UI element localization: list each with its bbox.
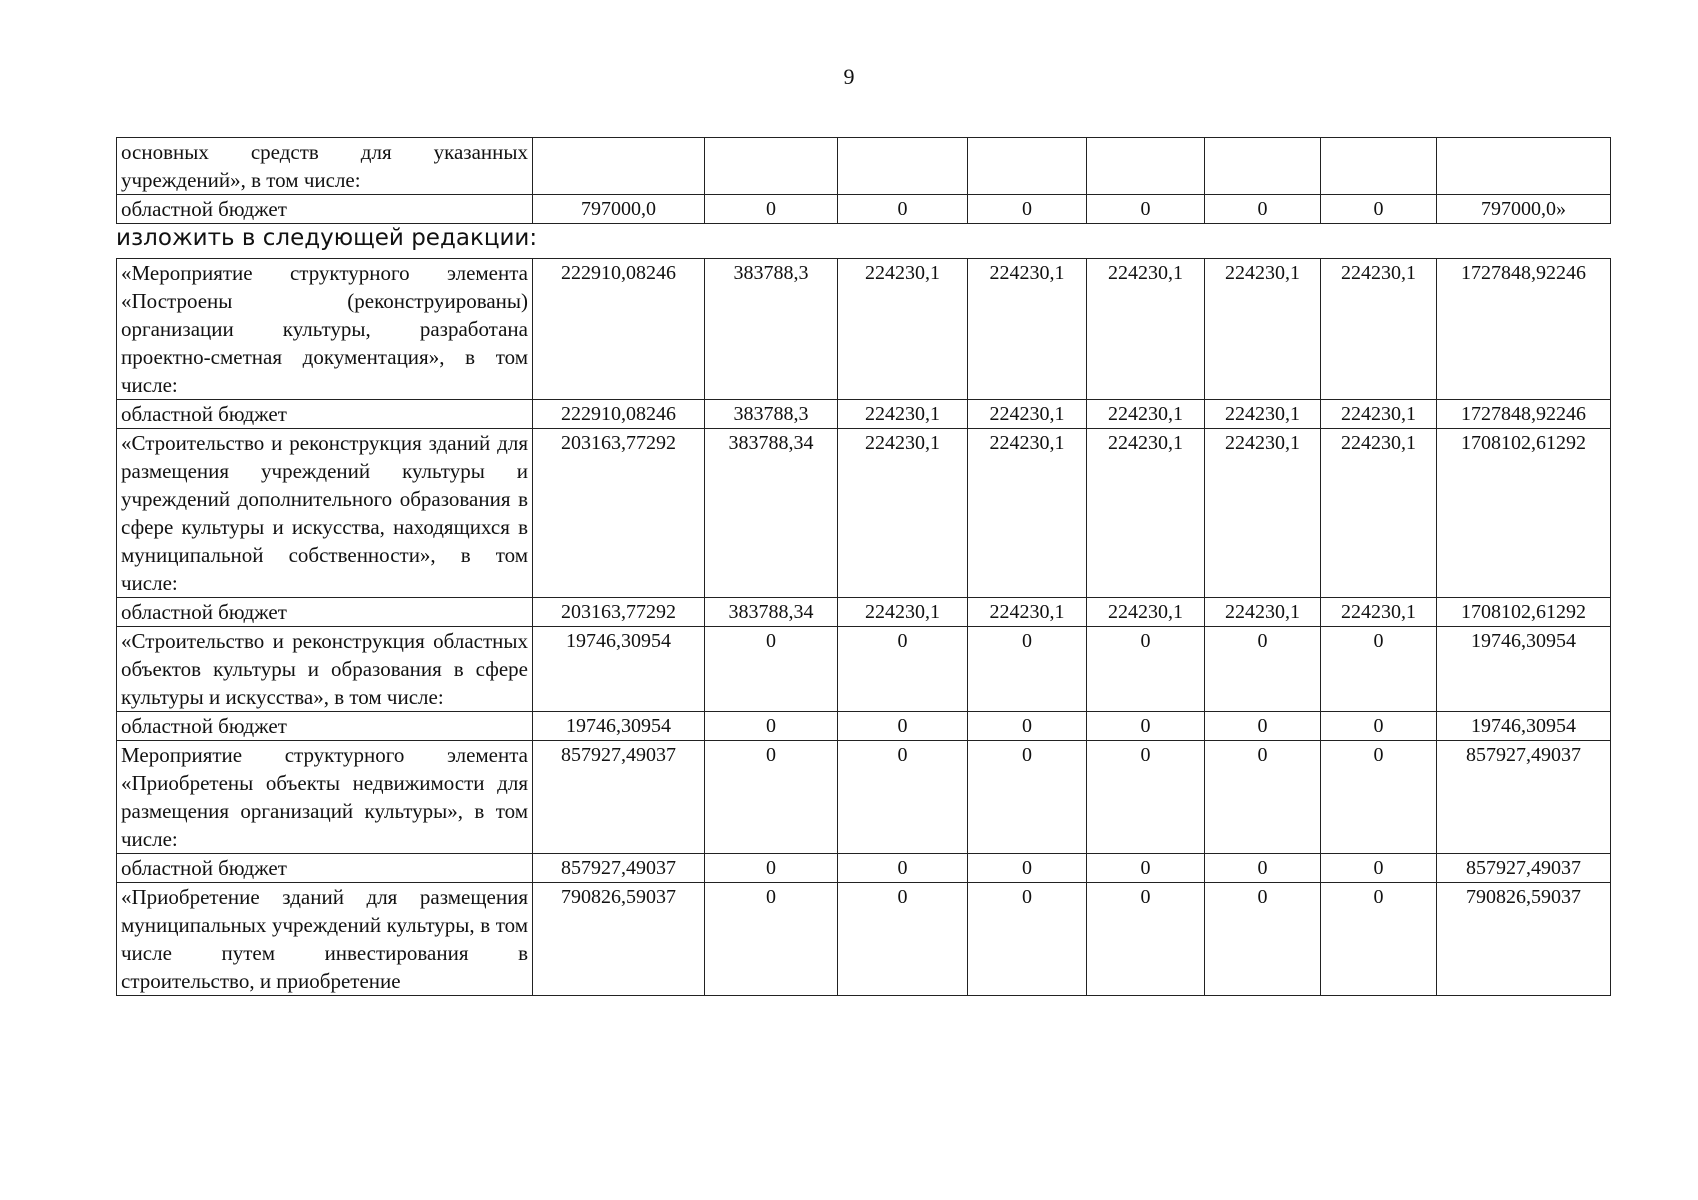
value-cell: 857927,49037 [533, 741, 705, 854]
value-cell: 224230,1 [838, 429, 968, 598]
value-cell: 383788,34 [705, 429, 838, 598]
value-cell: 0 [1205, 854, 1321, 883]
table-row [117, 627, 1611, 712]
value-cell: 224230,1 [1087, 429, 1205, 598]
value-cell: 1727848,92246 [1437, 259, 1611, 400]
value-cell: 203163,77292 [533, 598, 705, 627]
value-cell: 0 [968, 627, 1087, 712]
value-cell: 1708102,61292 [1437, 598, 1611, 627]
value-cell: 224230,1 [1205, 429, 1321, 598]
value-cell: 0 [838, 712, 968, 741]
value-cell: 224230,1 [1321, 598, 1437, 627]
value-cell: 224230,1 [1205, 400, 1321, 429]
value-cell: 0 [1321, 195, 1437, 224]
table-row [117, 138, 1611, 195]
row-label: «Приобретение зданий для размещения муниципальных учреждений культуры, в том числе путем инвестирования в строительство, и приобретение [117, 883, 533, 996]
value-cell: 0 [1205, 883, 1321, 996]
value-cell: 224230,1 [838, 259, 968, 400]
value-cell [968, 138, 1087, 195]
row-label: «Строительство и реконструкция областных объектов культуры и образования в сфере культуры и искусства», в том числе: [117, 627, 533, 712]
row-label: областной бюджет [117, 712, 533, 741]
value-cell: 224230,1 [838, 400, 968, 429]
value-cell: 0 [968, 854, 1087, 883]
row-label: областной бюджет [117, 598, 533, 627]
row-label: областной бюджет [117, 854, 533, 883]
value-cell: 224230,1 [838, 598, 968, 627]
row-label: «Строительство и реконструкция зданий для размещения учреждений культуры и учреждений дополнительного образования в сфере культуры и искусства, находящихся в муниципальной собственности», в том числе: [117, 429, 533, 598]
value-cell: 0 [968, 195, 1087, 224]
value-cell: 0 [1205, 712, 1321, 741]
value-cell: 222910,08246 [533, 400, 705, 429]
value-cell: 19746,30954 [533, 712, 705, 741]
value-cell: 222910,08246 [533, 259, 705, 400]
value-cell: 0 [1321, 883, 1437, 996]
value-cell: 224230,1 [1205, 259, 1321, 400]
value-cell: 0 [1087, 883, 1205, 996]
row-label: областной бюджет [117, 195, 533, 224]
value-cell: 0 [838, 195, 968, 224]
value-cell: 0 [1087, 627, 1205, 712]
table-row [117, 400, 1611, 429]
value-cell: 224230,1 [1087, 259, 1205, 400]
row-label: Мероприятие структурного элемента «Приобретены объекты недвижимости для размещения организаций культуры», в том числе: [117, 741, 533, 854]
value-cell: 0 [838, 741, 968, 854]
value-cell: 797000,0» [1437, 195, 1611, 224]
value-cell: 224230,1 [968, 259, 1087, 400]
value-cell: 857927,49037 [1437, 741, 1611, 854]
value-cell: 383788,3 [705, 400, 838, 429]
budget-table-revised [116, 258, 1611, 996]
value-cell: 857927,49037 [533, 854, 705, 883]
value-cell: 0 [968, 741, 1087, 854]
value-cell: 0 [705, 741, 838, 854]
value-cell [838, 138, 968, 195]
value-cell: 0 [1087, 741, 1205, 854]
table-row [117, 741, 1611, 854]
value-cell: 1708102,61292 [1437, 429, 1611, 598]
row-label: областной бюджет [117, 400, 533, 429]
value-cell: 383788,3 [705, 259, 838, 400]
value-cell: 19746,30954 [1437, 712, 1611, 741]
value-cell: 0 [705, 883, 838, 996]
value-cell: 224230,1 [968, 400, 1087, 429]
instruction-text: изложить в следующей редакции: [116, 225, 538, 251]
budget-table-previous [116, 137, 1611, 224]
table-row [117, 854, 1611, 883]
value-cell [1205, 138, 1321, 195]
table-row [117, 883, 1611, 996]
value-cell: 0 [1321, 741, 1437, 854]
value-cell: 224230,1 [1087, 598, 1205, 627]
value-cell [1321, 138, 1437, 195]
value-cell: 0 [838, 627, 968, 712]
value-cell: 0 [1205, 195, 1321, 224]
value-cell: 0 [705, 854, 838, 883]
value-cell: 0 [838, 883, 968, 996]
table-row [117, 712, 1611, 741]
value-cell: 0 [1321, 854, 1437, 883]
row-label: основных средств для указанных учреждений», в том числе: [117, 138, 533, 195]
table-row [117, 259, 1611, 400]
table-row [117, 195, 1611, 224]
value-cell: 0 [1087, 195, 1205, 224]
value-cell: 0 [1321, 627, 1437, 712]
value-cell: 857927,49037 [1437, 854, 1611, 883]
value-cell: 224230,1 [1321, 259, 1437, 400]
value-cell: 0 [1087, 712, 1205, 741]
value-cell: 0 [1321, 712, 1437, 741]
table-row [117, 429, 1611, 598]
value-cell: 224230,1 [1205, 598, 1321, 627]
value-cell: 0 [968, 883, 1087, 996]
value-cell [1087, 138, 1205, 195]
value-cell: 0 [1205, 741, 1321, 854]
value-cell: 0 [1205, 627, 1321, 712]
value-cell: 0 [705, 627, 838, 712]
value-cell: 0 [1087, 854, 1205, 883]
value-cell: 0 [705, 712, 838, 741]
value-cell: 19746,30954 [1437, 627, 1611, 712]
value-cell [533, 138, 705, 195]
value-cell: 790826,59037 [1437, 883, 1611, 996]
value-cell: 0 [968, 712, 1087, 741]
value-cell: 383788,34 [705, 598, 838, 627]
value-cell: 797000,0 [533, 195, 705, 224]
value-cell: 0 [705, 195, 838, 224]
value-cell: 1727848,92246 [1437, 400, 1611, 429]
value-cell: 19746,30954 [533, 627, 705, 712]
value-cell: 0 [838, 854, 968, 883]
value-cell: 203163,77292 [533, 429, 705, 598]
table-row [117, 598, 1611, 627]
value-cell [705, 138, 838, 195]
value-cell: 224230,1 [968, 598, 1087, 627]
value-cell: 224230,1 [1321, 429, 1437, 598]
value-cell: 224230,1 [1321, 400, 1437, 429]
row-label: «Мероприятие структурного элемента «Построены (реконструированы) организации культуры, разработана проектно-сметная документация», в том числе: [117, 259, 533, 400]
value-cell: 790826,59037 [533, 883, 705, 996]
value-cell [1437, 138, 1611, 195]
value-cell: 224230,1 [1087, 400, 1205, 429]
page-number: 9 [843, 64, 855, 89]
value-cell: 224230,1 [968, 429, 1087, 598]
